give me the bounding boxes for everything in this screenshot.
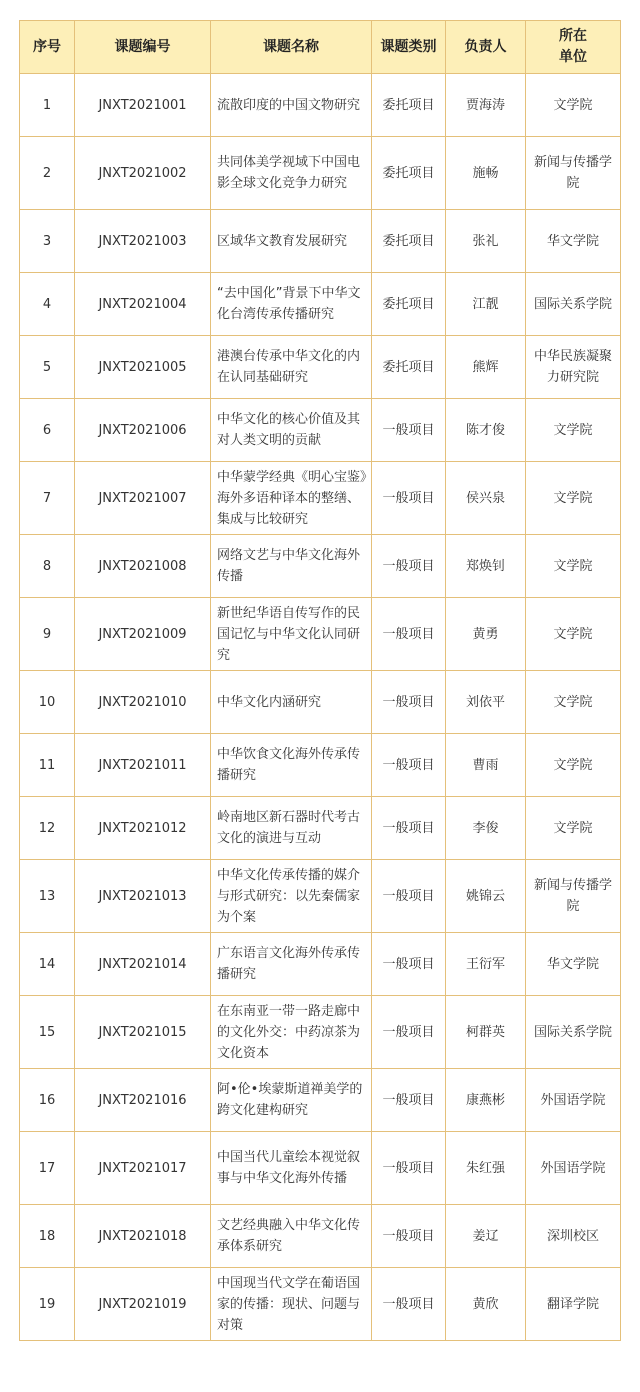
cell-unit: 深圳校区 (526, 1205, 621, 1268)
cell-code: JNXT2021015 (75, 996, 211, 1069)
cell-person: 康燕彬 (446, 1069, 526, 1132)
cell-person: 张礼 (446, 210, 526, 273)
cell-unit: 文学院 (526, 462, 621, 535)
table-row (20, 996, 621, 1069)
cell-code: JNXT2021014 (75, 933, 211, 996)
cell-type: 委托项目 (372, 137, 446, 210)
cell-code: JNXT2021017 (75, 1132, 211, 1205)
cell-no: 5 (20, 336, 75, 399)
cell-unit: 文学院 (526, 734, 621, 797)
cell-title: 广东语言文化海外传承传播研究 (211, 933, 372, 996)
cell-type: 委托项目 (372, 273, 446, 336)
cell-title: 文艺经典融入中华文化传承体系研究 (211, 1205, 372, 1268)
cell-title: 中华文化传承传播的媒介与形式研究：以先秦儒家为个案 (211, 860, 372, 933)
cell-type: 一般项目 (372, 797, 446, 860)
cell-code: JNXT2021008 (75, 535, 211, 598)
cell-unit: 国际关系学院 (526, 273, 621, 336)
cell-title: 中华文化内涵研究 (211, 671, 372, 734)
cell-person: 郑焕钊 (446, 535, 526, 598)
table-row (20, 671, 621, 734)
cell-person: 施畅 (446, 137, 526, 210)
cell-code: JNXT2021018 (75, 1205, 211, 1268)
header-title: 课题名称 (211, 21, 372, 74)
cell-no: 9 (20, 598, 75, 671)
header-no: 序号 (20, 21, 75, 74)
cell-no: 2 (20, 137, 75, 210)
cell-title: 阿•伦•埃蒙斯道禅美学的跨文化建构研究 (211, 1069, 372, 1132)
cell-title: 港澳台传承中华文化的内在认同基础研究 (211, 336, 372, 399)
cell-person: 姚锦云 (446, 860, 526, 933)
cell-person: 刘依平 (446, 671, 526, 734)
cell-unit: 国际关系学院 (526, 996, 621, 1069)
cell-type: 一般项目 (372, 671, 446, 734)
cell-unit: 外国语学院 (526, 1132, 621, 1205)
table-row (20, 598, 621, 671)
cell-no: 14 (20, 933, 75, 996)
cell-code: JNXT2021002 (75, 137, 211, 210)
cell-unit: 文学院 (526, 535, 621, 598)
cell-type: 一般项目 (372, 860, 446, 933)
cell-person: 江靓 (446, 273, 526, 336)
cell-no: 12 (20, 797, 75, 860)
cell-code: JNXT2021001 (75, 74, 211, 137)
cell-type: 一般项目 (372, 734, 446, 797)
table-row (20, 336, 621, 399)
cell-person: 朱红强 (446, 1132, 526, 1205)
cell-type: 一般项目 (372, 1268, 446, 1341)
cell-type: 一般项目 (372, 535, 446, 598)
cell-type: 委托项目 (372, 210, 446, 273)
header-unit-line2: 单位 (559, 49, 587, 65)
cell-unit: 文学院 (526, 671, 621, 734)
cell-type: 一般项目 (372, 462, 446, 535)
cell-code: JNXT2021019 (75, 1268, 211, 1341)
cell-no: 18 (20, 1205, 75, 1268)
cell-title: “去中国化”背景下中华文化台湾传承传播研究 (211, 273, 372, 336)
header-code: 课题编号 (75, 21, 211, 74)
cell-title: 中华饮食文化海外传承传播研究 (211, 734, 372, 797)
cell-title: 中国当代儿童绘本视觉叙事与中华文化海外传播 (211, 1132, 372, 1205)
cell-no: 1 (20, 74, 75, 137)
cell-title: 共同体美学视域下中国电影全球文化竞争力研究 (211, 137, 372, 210)
cell-type: 一般项目 (372, 1205, 446, 1268)
table-header (20, 21, 621, 74)
cell-no: 15 (20, 996, 75, 1069)
cell-code: JNXT2021003 (75, 210, 211, 273)
cell-title: 中华蒙学经典《明心宝鉴》海外多语种译本的整缮、集成与比较研究 (211, 462, 372, 535)
header-unit-line1: 所在 (559, 28, 587, 44)
cell-code: JNXT2021010 (75, 671, 211, 734)
cell-no: 13 (20, 860, 75, 933)
cell-code: JNXT2021013 (75, 860, 211, 933)
cell-code: JNXT2021009 (75, 598, 211, 671)
cell-unit: 文学院 (526, 399, 621, 462)
cell-person: 柯群英 (446, 996, 526, 1069)
table-row (20, 273, 621, 336)
header-type: 课题类别 (372, 21, 446, 74)
cell-title: 区域华文教育发展研究 (211, 210, 372, 273)
cell-person: 熊辉 (446, 336, 526, 399)
table-row (20, 1268, 621, 1341)
cell-type: 委托项目 (372, 74, 446, 137)
cell-unit: 文学院 (526, 797, 621, 860)
header-row (20, 21, 621, 74)
cell-code: JNXT2021016 (75, 1069, 211, 1132)
cell-no: 4 (20, 273, 75, 336)
cell-title: 中国现当代文学在葡语国家的传播：现状、问题与对策 (211, 1268, 372, 1341)
cell-no: 19 (20, 1268, 75, 1341)
table-row (20, 462, 621, 535)
cell-title: 中华文化的核心价值及其对人类文明的贡献 (211, 399, 372, 462)
cell-no: 17 (20, 1132, 75, 1205)
cell-person: 侯兴泉 (446, 462, 526, 535)
header-person: 负责人 (446, 21, 526, 74)
cell-code: JNXT2021005 (75, 336, 211, 399)
table-row (20, 74, 621, 137)
cell-type: 一般项目 (372, 399, 446, 462)
cell-person: 曹雨 (446, 734, 526, 797)
cell-title: 在东南亚一带一路走廊中的文化外交：中药凉茶为文化资本 (211, 996, 372, 1069)
table-row (20, 1205, 621, 1268)
cell-person: 黄勇 (446, 598, 526, 671)
table-row (20, 734, 621, 797)
cell-unit: 华文学院 (526, 933, 621, 996)
cell-type: 一般项目 (372, 598, 446, 671)
table-row (20, 210, 621, 273)
cell-unit: 文学院 (526, 74, 621, 137)
cell-person: 李俊 (446, 797, 526, 860)
cell-code: JNXT2021004 (75, 273, 211, 336)
cell-type: 一般项目 (372, 933, 446, 996)
table-row (20, 1069, 621, 1132)
cell-unit: 华文学院 (526, 210, 621, 273)
cell-no: 6 (20, 399, 75, 462)
cell-code: JNXT2021011 (75, 734, 211, 797)
cell-person: 陈才俊 (446, 399, 526, 462)
table-row (20, 535, 621, 598)
cell-no: 8 (20, 535, 75, 598)
cell-unit: 文学院 (526, 598, 621, 671)
cell-unit: 新闻与传播学院 (526, 137, 621, 210)
cell-no: 11 (20, 734, 75, 797)
header-unit (526, 21, 621, 74)
table-row (20, 1132, 621, 1205)
cell-code: JNXT2021006 (75, 399, 211, 462)
cell-type: 委托项目 (372, 336, 446, 399)
project-table (19, 20, 621, 1341)
cell-no: 16 (20, 1069, 75, 1132)
cell-title: 岭南地区新石器时代考古文化的演进与互动 (211, 797, 372, 860)
cell-person: 王衍军 (446, 933, 526, 996)
cell-unit: 翻译学院 (526, 1268, 621, 1341)
table-body (20, 74, 621, 1341)
cell-person: 贾海涛 (446, 74, 526, 137)
cell-type: 一般项目 (372, 1132, 446, 1205)
cell-title: 网络文艺与中华文化海外传播 (211, 535, 372, 598)
cell-code: JNXT2021007 (75, 462, 211, 535)
cell-title: 流散印度的中国文物研究 (211, 74, 372, 137)
cell-no: 3 (20, 210, 75, 273)
cell-no: 10 (20, 671, 75, 734)
cell-person: 黄欣 (446, 1268, 526, 1341)
table-row (20, 860, 621, 933)
cell-code: JNXT2021012 (75, 797, 211, 860)
table-row (20, 933, 621, 996)
project-list-container (19, 20, 620, 1341)
cell-unit: 中华民族凝聚力研究院 (526, 336, 621, 399)
cell-type: 一般项目 (372, 996, 446, 1069)
cell-type: 一般项目 (372, 1069, 446, 1132)
cell-title: 新世纪华语自传写作的民国记忆与中华文化认同研究 (211, 598, 372, 671)
table-row (20, 399, 621, 462)
cell-unit: 新闻与传播学院 (526, 860, 621, 933)
cell-unit: 外国语学院 (526, 1069, 621, 1132)
cell-no: 7 (20, 462, 75, 535)
table-row (20, 797, 621, 860)
cell-person: 姜辽 (446, 1205, 526, 1268)
table-row (20, 137, 621, 210)
